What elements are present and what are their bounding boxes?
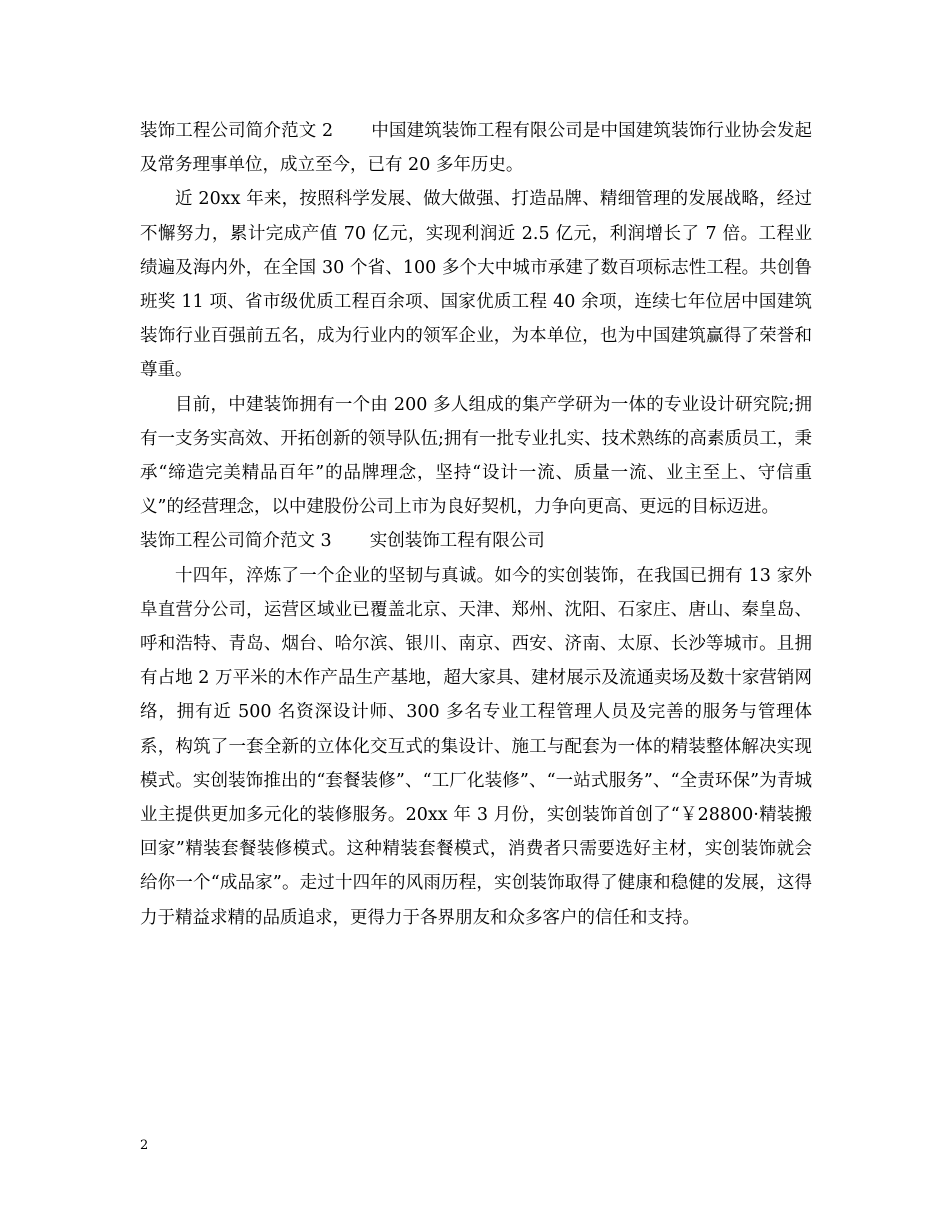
document-body bbox=[140, 114, 812, 935]
section-title: 装饰工程公司简介范文 3 bbox=[140, 531, 332, 552]
section-title: 装饰工程公司简介范文 2 bbox=[140, 121, 334, 141]
body-paragraph: 十四年，淬炼了一个企业的坚韧与真诚。如今的实创装饰，在我国已拥有 13 家外阜直营分公司，运营区域业已覆盖北京、天津、郑州、沈阳、石家庄、唐山、秦皇岛、呼和浩特、青岛、烟台、哈尔滨、银川、南京、西安、济南、太原、长沙等城市。且拥有占地 2 万平米的木作产品生产基地，超大家具、建材展示及流通卖场及数十家营销网络，拥有近 500 名资深设计师、300 多名专业工程管理人员及完善的服务与管理体系，构筑了一套全新的立体化交互式的集设计、施工与配套为一体的精装整体解决实现模式。实创装饰推出的“套餐装修”、“工厂化装修”、“一站式服务”、“全责环保”为青城业主提供更加多元化的装修服务。20xx 年 3 月份，实创装饰首创了“￥28800·精装搬回家”精装套餐装修模式。这种精装套餐模式，消费者只需要选好主材，实创装饰就会给你一个“成品家”。走过十四年的风雨历程，实创装饰取得了健康和稳健的发展，这得力于精益求精的品质追求，更得力于各界朋友和众多客户的信任和支持。 bbox=[140, 565, 812, 928]
section-heading-paragraph bbox=[140, 524, 812, 558]
section-heading-paragraph bbox=[140, 114, 812, 182]
body-paragraph: 目前，中建装饰拥有一个由 200 多人组成的集产学研为一体的专业设计研究院;拥有一支务实高效、开拓创新的领导队伍;拥有一批专业扎实、技术熟练的高素质员工，秉承“缔造完美精品百年”的品牌理念，坚持“设计一流、质量一流、业主至上、守信重义”的经营理念，以中建股份公司上市为良好契机，力争向更高、更远的目标迈进。 bbox=[140, 394, 812, 518]
body-paragraph: 近 20xx 年来，按照科学发展、做大做强、打造品牌、精细管理的发展战略，经过不懈努力，累计完成产值 70 亿元，实现利润近 2.5 亿元，利润增长了 7 倍。工程业绩遍及海内外，在全国 30 个省、100 多个大中城市承建了数百项标志性工程。共创鲁班奖 11 项、省市级优质工程百余项、国家优质工程 40 余项，连续七年位居中国建筑装饰行业百强前五名，成为行业内的领军企业，为本单位，也为中国建筑赢得了荣誉和尊重。 bbox=[140, 189, 812, 381]
page-number: 2 bbox=[140, 1138, 149, 1153]
section-lead-text: 实创装饰工程有限公司 bbox=[369, 531, 545, 552]
section-lead-text: 中国建筑装饰工程有限公司是中国建筑装饰行业协会发起及常务理事单位，成立至今，已有 20 多年历史。 bbox=[140, 121, 813, 176]
